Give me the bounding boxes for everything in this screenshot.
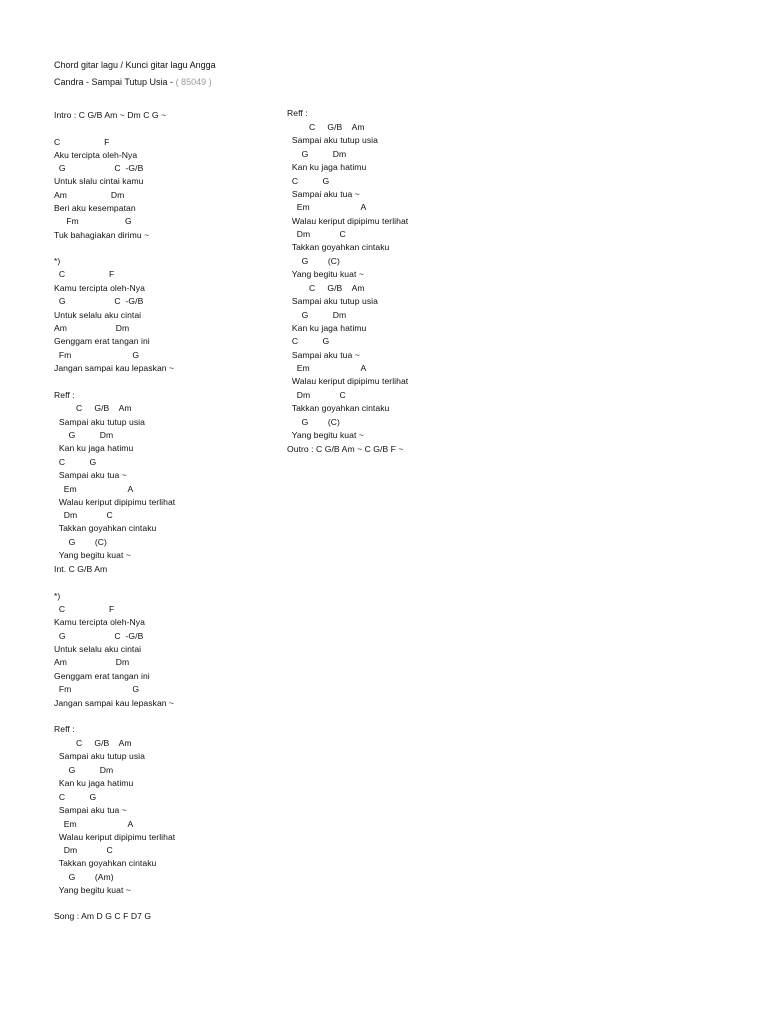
left-column-line: *) [54, 256, 61, 266]
right-column-line: G Dm [287, 310, 347, 320]
right-column-line: Em A [287, 202, 367, 212]
left-column-line: C G/B Am [54, 403, 132, 413]
left-column-line: Em A [54, 819, 134, 829]
left-column-line: Sampai aku tua ~ [54, 470, 127, 480]
right-column-line: Sampai aku tua ~ [287, 189, 360, 199]
right-column-line: Sampai aku tutup usia [287, 296, 378, 306]
left-column-line: Jangan sampai kau lepaskan ~ [54, 363, 175, 373]
left-column-line: Fm G [54, 684, 140, 694]
right-column-line: G (C) [287, 256, 340, 266]
left-column-line: G Dm [54, 430, 114, 440]
right-column-line: Kan ku jaga hatimu [287, 323, 367, 333]
left-column-line: G C -G/B [54, 631, 144, 641]
right-column-line: Dm C [287, 390, 346, 400]
right-column-line: C G [287, 176, 330, 186]
left-column-line: Reff : [54, 724, 75, 734]
left-column-line: C G [54, 457, 97, 467]
left-column-line: Reff : [54, 390, 75, 400]
left-column-line: Sampai aku tua ~ [54, 805, 127, 815]
left-column-line: C F [54, 269, 115, 279]
right-column-line: G Dm [287, 149, 347, 159]
left-column-line: Kamu tercipta oleh-Nya [54, 617, 145, 627]
left-column-line: Yang begitu kuat ~ [54, 550, 131, 560]
left-column-line: C G/B Am [54, 738, 132, 748]
left-column-line: Am Dm [54, 657, 130, 667]
left-column-line: Walau keriput dipipimu terlihat [54, 832, 176, 842]
left-column-line: Song : Am D G C F D7 G [54, 911, 152, 921]
left-column-line: Int. C G/B Am [54, 564, 108, 574]
left-column-line: Genggam erat tangan ini [54, 671, 150, 681]
right-column-line: Reff : [287, 108, 308, 118]
right-column-line: Takkan goyahkan cintaku [287, 242, 390, 252]
right-column-line: Em A [287, 363, 367, 373]
right-column-line: Kan ku jaga hatimu [287, 162, 367, 172]
right-column-line: C G/B Am [287, 283, 365, 293]
left-column-line: Takkan goyahkan cintaku [54, 523, 157, 533]
left-column-line: Em A [54, 484, 134, 494]
left-column-line: Fm G [54, 350, 140, 360]
left-column-line: G Dm [54, 765, 114, 775]
left-column-line: Kan ku jaga hatimu [54, 778, 134, 788]
left-column-line: Tuk bahagiakan dirimu ~ [54, 230, 150, 240]
left-column-line: C F [54, 137, 110, 147]
right-column-line: Outro : C G/B Am ~ C G/B F ~ [287, 444, 404, 454]
left-column-line: Fm G [54, 216, 132, 226]
right-column-line: Takkan goyahkan cintaku [287, 403, 390, 413]
left-column-line: G (Am) [54, 872, 114, 882]
song-title-line-2 [54, 76, 212, 88]
left-column-line: G C -G/B [54, 296, 144, 306]
left-column-line: Sampai aku tutup usia [54, 417, 145, 427]
left-column-line: Jangan sampai kau lepaskan ~ [54, 698, 175, 708]
right-column-line: Walau keriput dipipimu terlihat [287, 376, 409, 386]
right-column-line: Dm C [287, 229, 346, 239]
left-column-line: Dm C [54, 845, 113, 855]
left-column-line: Untuk selalu aku cintai [54, 644, 142, 654]
song-title-text: Candra - Sampai Tutup Usia - [54, 77, 176, 87]
left-column-line: Kan ku jaga hatimu [54, 443, 134, 453]
right-column-line: Yang begitu kuat ~ [287, 430, 364, 440]
left-column-line: Untuk selalu aku cintai [54, 310, 142, 320]
left-column-line: Dm C [54, 510, 113, 520]
left-column-line: Untuk slalu cintai kamu [54, 176, 144, 186]
left-column-line: Walau keriput dipipimu terlihat [54, 497, 176, 507]
left-column-line: Beri aku kesempatan [54, 203, 136, 213]
right-column-line: Sampai aku tua ~ [287, 350, 360, 360]
song-title-line-1: Chord gitar lagu / Kunci gitar lagu Angga [54, 60, 216, 70]
right-column-line: Walau keriput dipipimu terlihat [287, 216, 409, 226]
left-column-line: Takkan goyahkan cintaku [54, 858, 157, 868]
left-column-line: C F [54, 604, 115, 614]
left-column-line: Am Dm [54, 190, 125, 200]
right-column-line: Yang begitu kuat ~ [287, 269, 364, 279]
left-column-line: Intro : C G/B Am ~ Dm C G ~ [54, 110, 167, 120]
right-column-line: Sampai aku tutup usia [287, 135, 378, 145]
left-column-line: Am Dm [54, 323, 130, 333]
left-column-line: *) [54, 591, 61, 601]
right-column-line: C G/B Am [287, 122, 365, 132]
left-column-line: C G [54, 792, 97, 802]
left-column-line: G (C) [54, 537, 107, 547]
right-column-line: C G [287, 336, 330, 346]
left-column-line: Yang begitu kuat ~ [54, 885, 131, 895]
left-column-line: Kamu tercipta oleh-Nya [54, 283, 145, 293]
left-column-line: Aku tercipta oleh-Nya [54, 150, 138, 160]
left-column-line: Sampai aku tutup usia [54, 751, 145, 761]
song-id: ( 85049 ) [175, 77, 212, 87]
left-column-line: Genggam erat tangan ini [54, 336, 150, 346]
left-column-line: G C -G/B [54, 163, 144, 173]
right-column-line: G (C) [287, 417, 340, 427]
